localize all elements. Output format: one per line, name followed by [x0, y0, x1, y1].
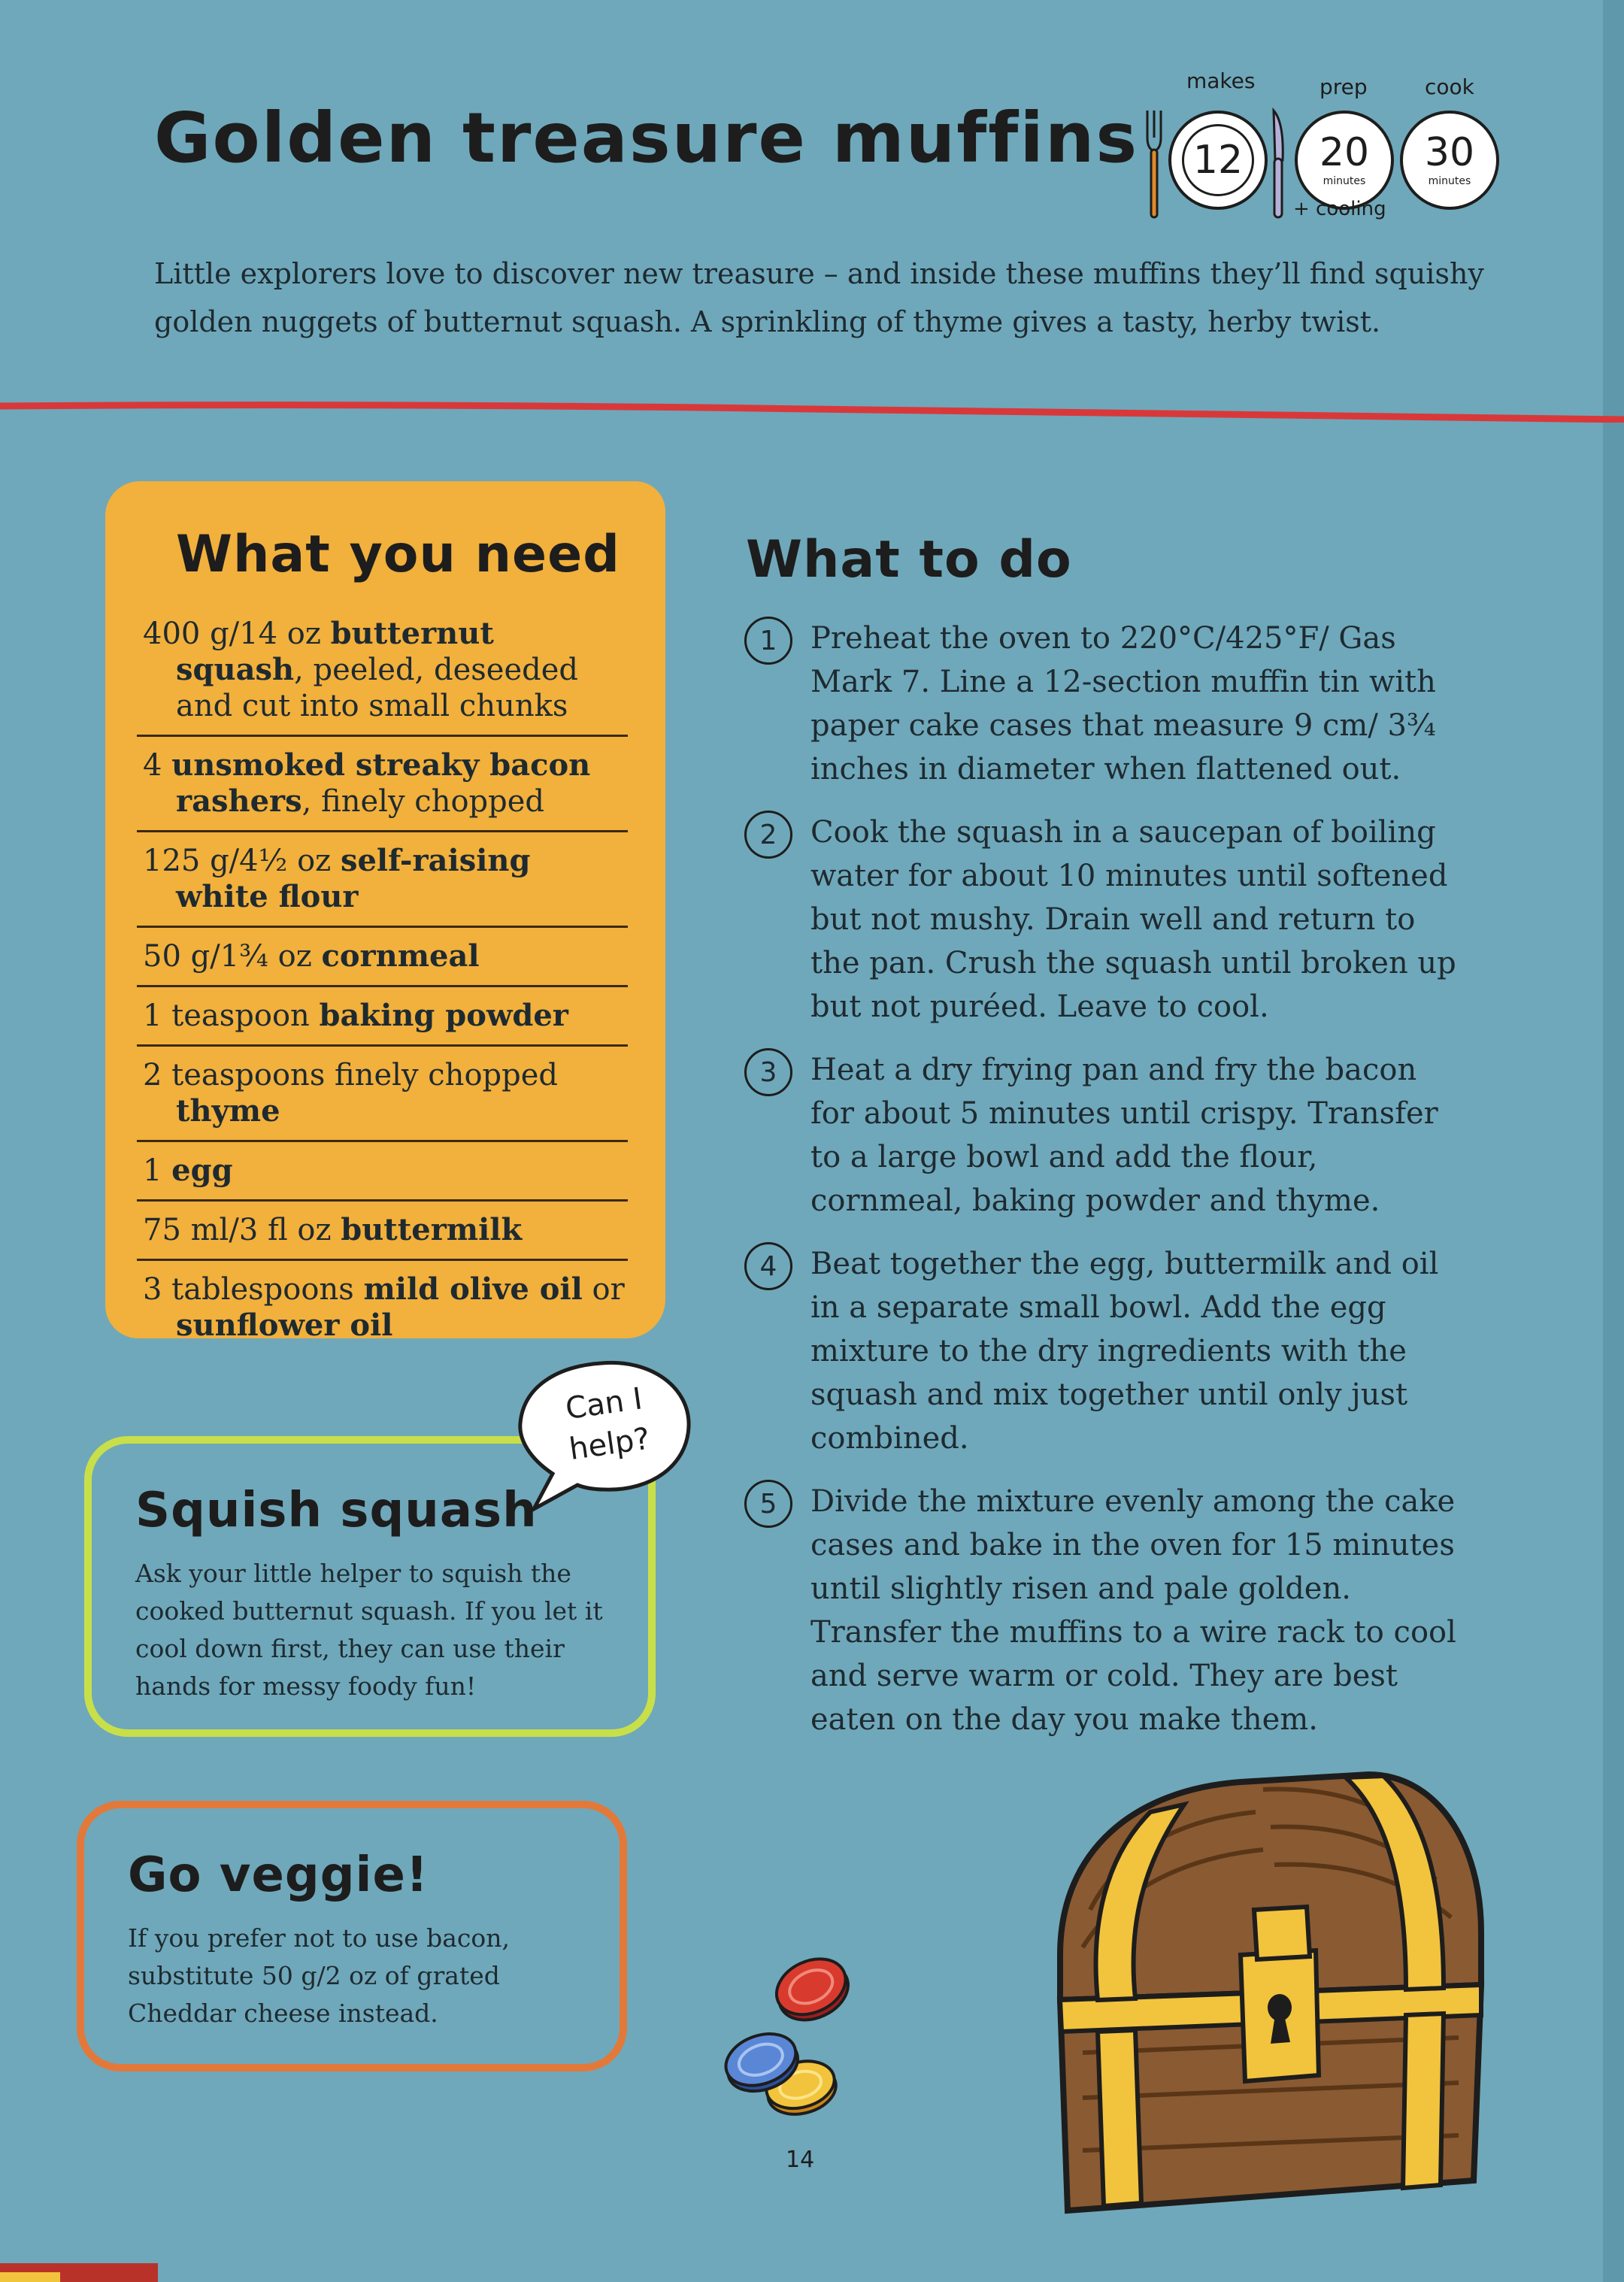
- ingredient-item: 400 g/14 oz butternut squash, peeled, deseeded and cut into small chunks: [137, 605, 628, 737]
- cook-label: cook: [1425, 74, 1474, 99]
- makes-value: 12: [1192, 138, 1244, 183]
- ingredient-item: 2 teaspoons finely chopped thyme: [137, 1047, 628, 1142]
- method-steps: [744, 617, 1466, 1761]
- red-divider: [0, 392, 1624, 423]
- ingredients-list: [137, 605, 628, 1354]
- ingredient-item: 125 g/4½ oz self-raising white flour: [137, 832, 628, 928]
- intro-text: Little explorers love to discover new treasure – and inside these muffins they’ll find squishy golden nuggets of butternut squash. A sprinkling of thyme gives a tasty, herby twist.: [154, 257, 1484, 338]
- method-step: [744, 617, 1466, 791]
- veggie-tip-text: If you prefer not to use bacon, substitute 50 g/2 oz of grated Cheddar cheese instead.: [128, 1923, 511, 2028]
- coins-icon: [714, 1947, 865, 2120]
- knife-icon: [1271, 108, 1287, 220]
- ingredient-item: 3 tablespoons mild olive oil or sunflower oil: [143, 1271, 625, 1343]
- step-text: Beat together the egg, buttermilk and oil in a separate small bowl. Add the egg mixture to the dry ingredients with the squash and mix together until only just combined.: [810, 1247, 1439, 1456]
- method-step: [744, 1048, 1466, 1223]
- prep-timer: [1295, 111, 1394, 210]
- ingredients-card: [105, 481, 665, 1343]
- treasure-chest-icon: [1015, 1759, 1496, 2226]
- step-text: Divide the mixture evenly among the cake cases and bake in the oven for 15 minutes until slightly risen and pale golden. Transfer the muffins to a wire rack to cool and serve warm or cold. They are best eaten on the day you make them.: [810, 1484, 1456, 1737]
- step-number: 2: [744, 811, 792, 859]
- step-number: 4: [744, 1242, 792, 1290]
- prep-note: + cooling: [1293, 198, 1386, 220]
- fork-icon: [1144, 108, 1164, 220]
- ingredient-item: 1 teaspoon baking powder: [137, 987, 628, 1047]
- method-heading: What to do: [746, 530, 1072, 589]
- makes-plate: [1168, 111, 1268, 210]
- squash-tip-title: Squish squash: [135, 1483, 538, 1538]
- makes-label: makes: [1186, 68, 1256, 93]
- prep-value: 20: [1319, 130, 1370, 175]
- squash-tip-text: Ask your little helper to squish the cooked butternut squash. If you let it cool down first, they can use their hands for messy foody fun!: [135, 1559, 603, 1701]
- plate-inner: [1182, 124, 1254, 196]
- prep-label: prep: [1320, 74, 1368, 99]
- ingredient-item: 75 ml/3 fl oz buttermilk: [137, 1202, 628, 1261]
- method-step: [744, 1480, 1466, 1741]
- step-number: 3: [744, 1048, 792, 1096]
- ingredients-heading: What you need: [176, 525, 620, 584]
- veggie-tip-title: Go veggie!: [128, 1847, 429, 1903]
- ingredient-item: 1 egg: [137, 1142, 628, 1202]
- recipe-title: Golden treasure muffins: [154, 98, 1139, 178]
- step-text: Heat a dry frying pan and fry the bacon for about 5 minutes until crispy. Transfer to a large bowl and add the flour, cornmeal, baking powder and thyme.: [810, 1053, 1438, 1218]
- method-step: [744, 1242, 1466, 1460]
- method-step: [744, 811, 1466, 1029]
- prep-unit: minutes: [1323, 175, 1366, 187]
- cook-unit: minutes: [1428, 175, 1471, 187]
- step-text: Cook the squash in a saucepan of boiling water for about 10 minutes until softened but not mushy. Drain well and return to the pan. Crush the squash until broken up but not puréed. Leave to cool.: [810, 815, 1456, 1024]
- cook-value: 30: [1424, 130, 1475, 175]
- cook-timer: [1400, 111, 1499, 210]
- speech-bubble-text: Can I help?: [563, 1381, 653, 1468]
- step-number: 1: [744, 617, 792, 665]
- bottom-strip-accent: [0, 2272, 60, 2282]
- page-number: 14: [786, 2147, 815, 2173]
- go-veggie-tip: [77, 1801, 627, 2071]
- ingredient-item: 4 unsmoked streaky bacon rashers, finely chopped: [137, 737, 628, 832]
- ingredient-item: 50 g/1¾ oz cornmeal: [137, 928, 628, 987]
- page-edge: [1603, 0, 1624, 2282]
- step-text: Preheat the oven to 220°C/425°F/ Gas Mark 7. Line a 12-section muffin tin with paper cake cases that measure 9 cm/ 3¾ inches in diameter when flattened out.: [810, 621, 1436, 786]
- recipe-badges: [1135, 64, 1511, 229]
- step-number: 5: [744, 1480, 792, 1528]
